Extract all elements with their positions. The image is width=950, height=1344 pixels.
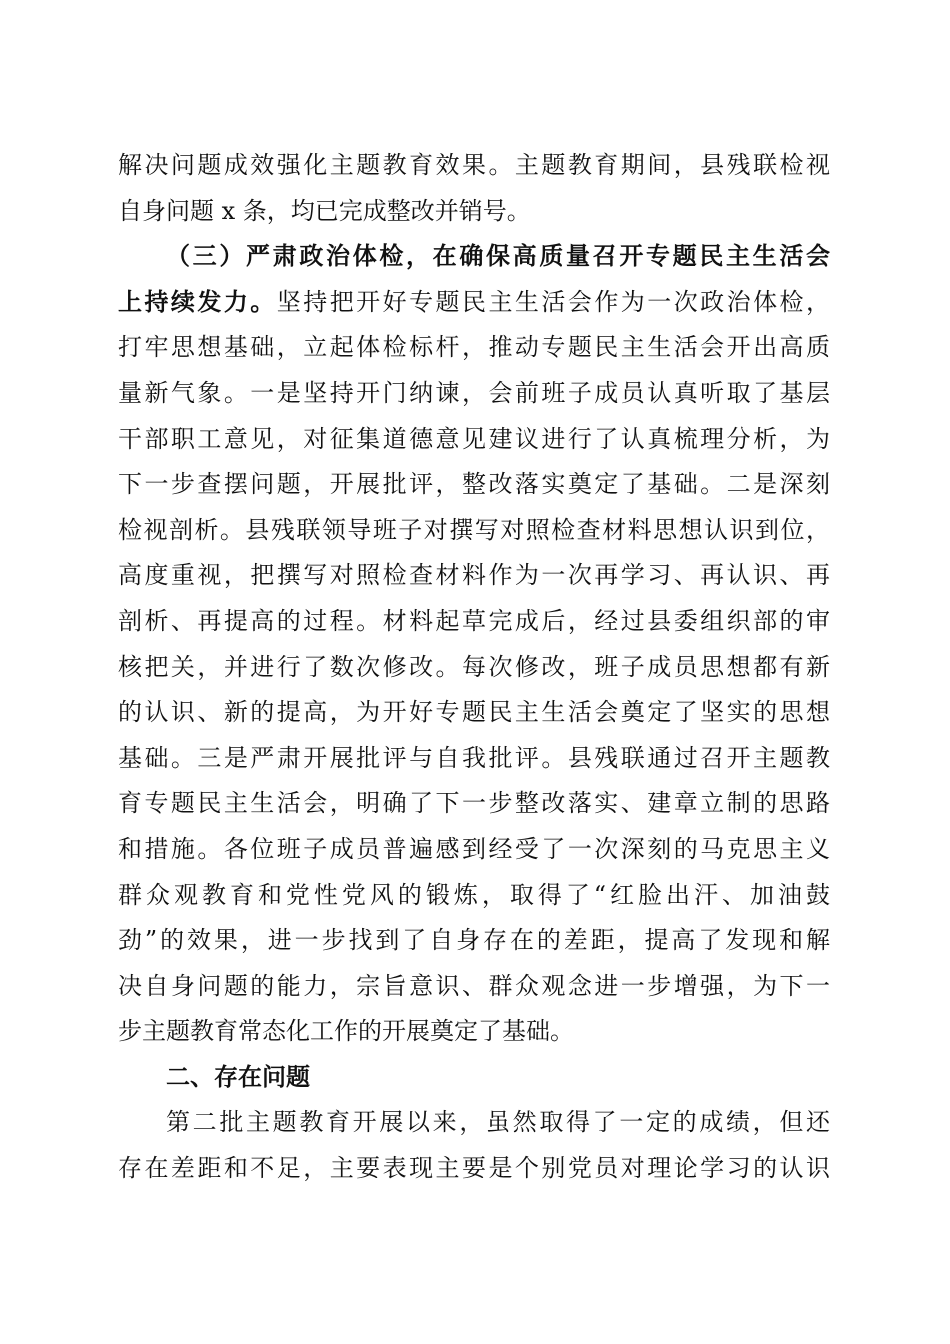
- section-heading-line: （三）严肃政治体检，在确保高质量召开专题民主生活会: [166, 242, 830, 271]
- paragraph-line: [118, 280, 830, 326]
- section-heading-tail: 上持续发力。: [118, 287, 277, 316]
- paragraph-line: 干部职工意见，对征集道德意见建议进行了认真梳理分析，为: [118, 424, 830, 453]
- paragraph-line: 检视剖析。县残联领导班子对撰写对照检查材料思想认识到位，: [118, 515, 830, 544]
- paragraph-line: 群众观教育和党性党风的锻炼，取得了“红脸出汗、加油鼓: [118, 880, 830, 909]
- paragraph-line: 解决问题成效强化主题教育效果。主题教育期间，县残联检视: [118, 151, 830, 179]
- paragraph-line: 劲”的效果，进一步找到了自身存在的差距，提高了发现和解: [118, 926, 830, 955]
- paragraph-line: 基础。三是严肃开展批评与自我批评。县残联通过召开主题教: [118, 743, 830, 772]
- section-title: 二、存在问题: [166, 1062, 310, 1091]
- paragraph-line: 剖析、再提高的过程。材料起草完成后，经过县委组织部的审: [118, 606, 830, 635]
- paragraph-text: 坚持把开好专题民主生活会作为一次政治体检，: [276, 287, 830, 316]
- paragraph-line: 下一步查摆问题，开展批评，整改落实奠定了基础。二是深刻: [118, 470, 830, 499]
- paragraph-line: 决自身问题的能力，宗旨意识、群众观念进一步增强，为下一: [118, 971, 830, 1000]
- paragraph-line: 和措施。各位班子成员普遍感到经受了一次深刻的马克思主义: [118, 834, 830, 863]
- paragraph-line: 步主题教育常态化工作的开展奠定了基础。: [118, 1017, 574, 1046]
- paragraph-line: 高度重视，把撰写对照检查材料作为一次再学习、再认识、再: [118, 561, 830, 590]
- paragraph-line: 量新气象。一是坚持开门纳谏，会前班子成员认真听取了基层: [118, 378, 830, 407]
- paragraph-line: 核把关，并进行了数次修改。每次修改，班子成员思想都有新: [118, 652, 830, 681]
- paragraph-line: 育专题民主生活会，明确了下一步整改落实、建章立制的思路: [118, 789, 830, 818]
- paragraph-line: 打牢思想基础，立起体检标杆，推动专题民主生活会开出高质: [118, 333, 830, 362]
- paragraph-line: 存在差距和不足，主要表现主要是个别党员对理论学习的认识: [118, 1154, 830, 1183]
- paragraph-line: 的认识、新的提高，为开好专题民主生活会奠定了坚实的思想: [118, 698, 830, 727]
- document-body: [118, 143, 830, 1192]
- paragraph-line: 第二批主题教育开展以来，虽然取得了一定的成绩，但还: [166, 1108, 830, 1137]
- paragraph-line: 自身问题 x 条，均已完成整改并销号。: [118, 196, 531, 225]
